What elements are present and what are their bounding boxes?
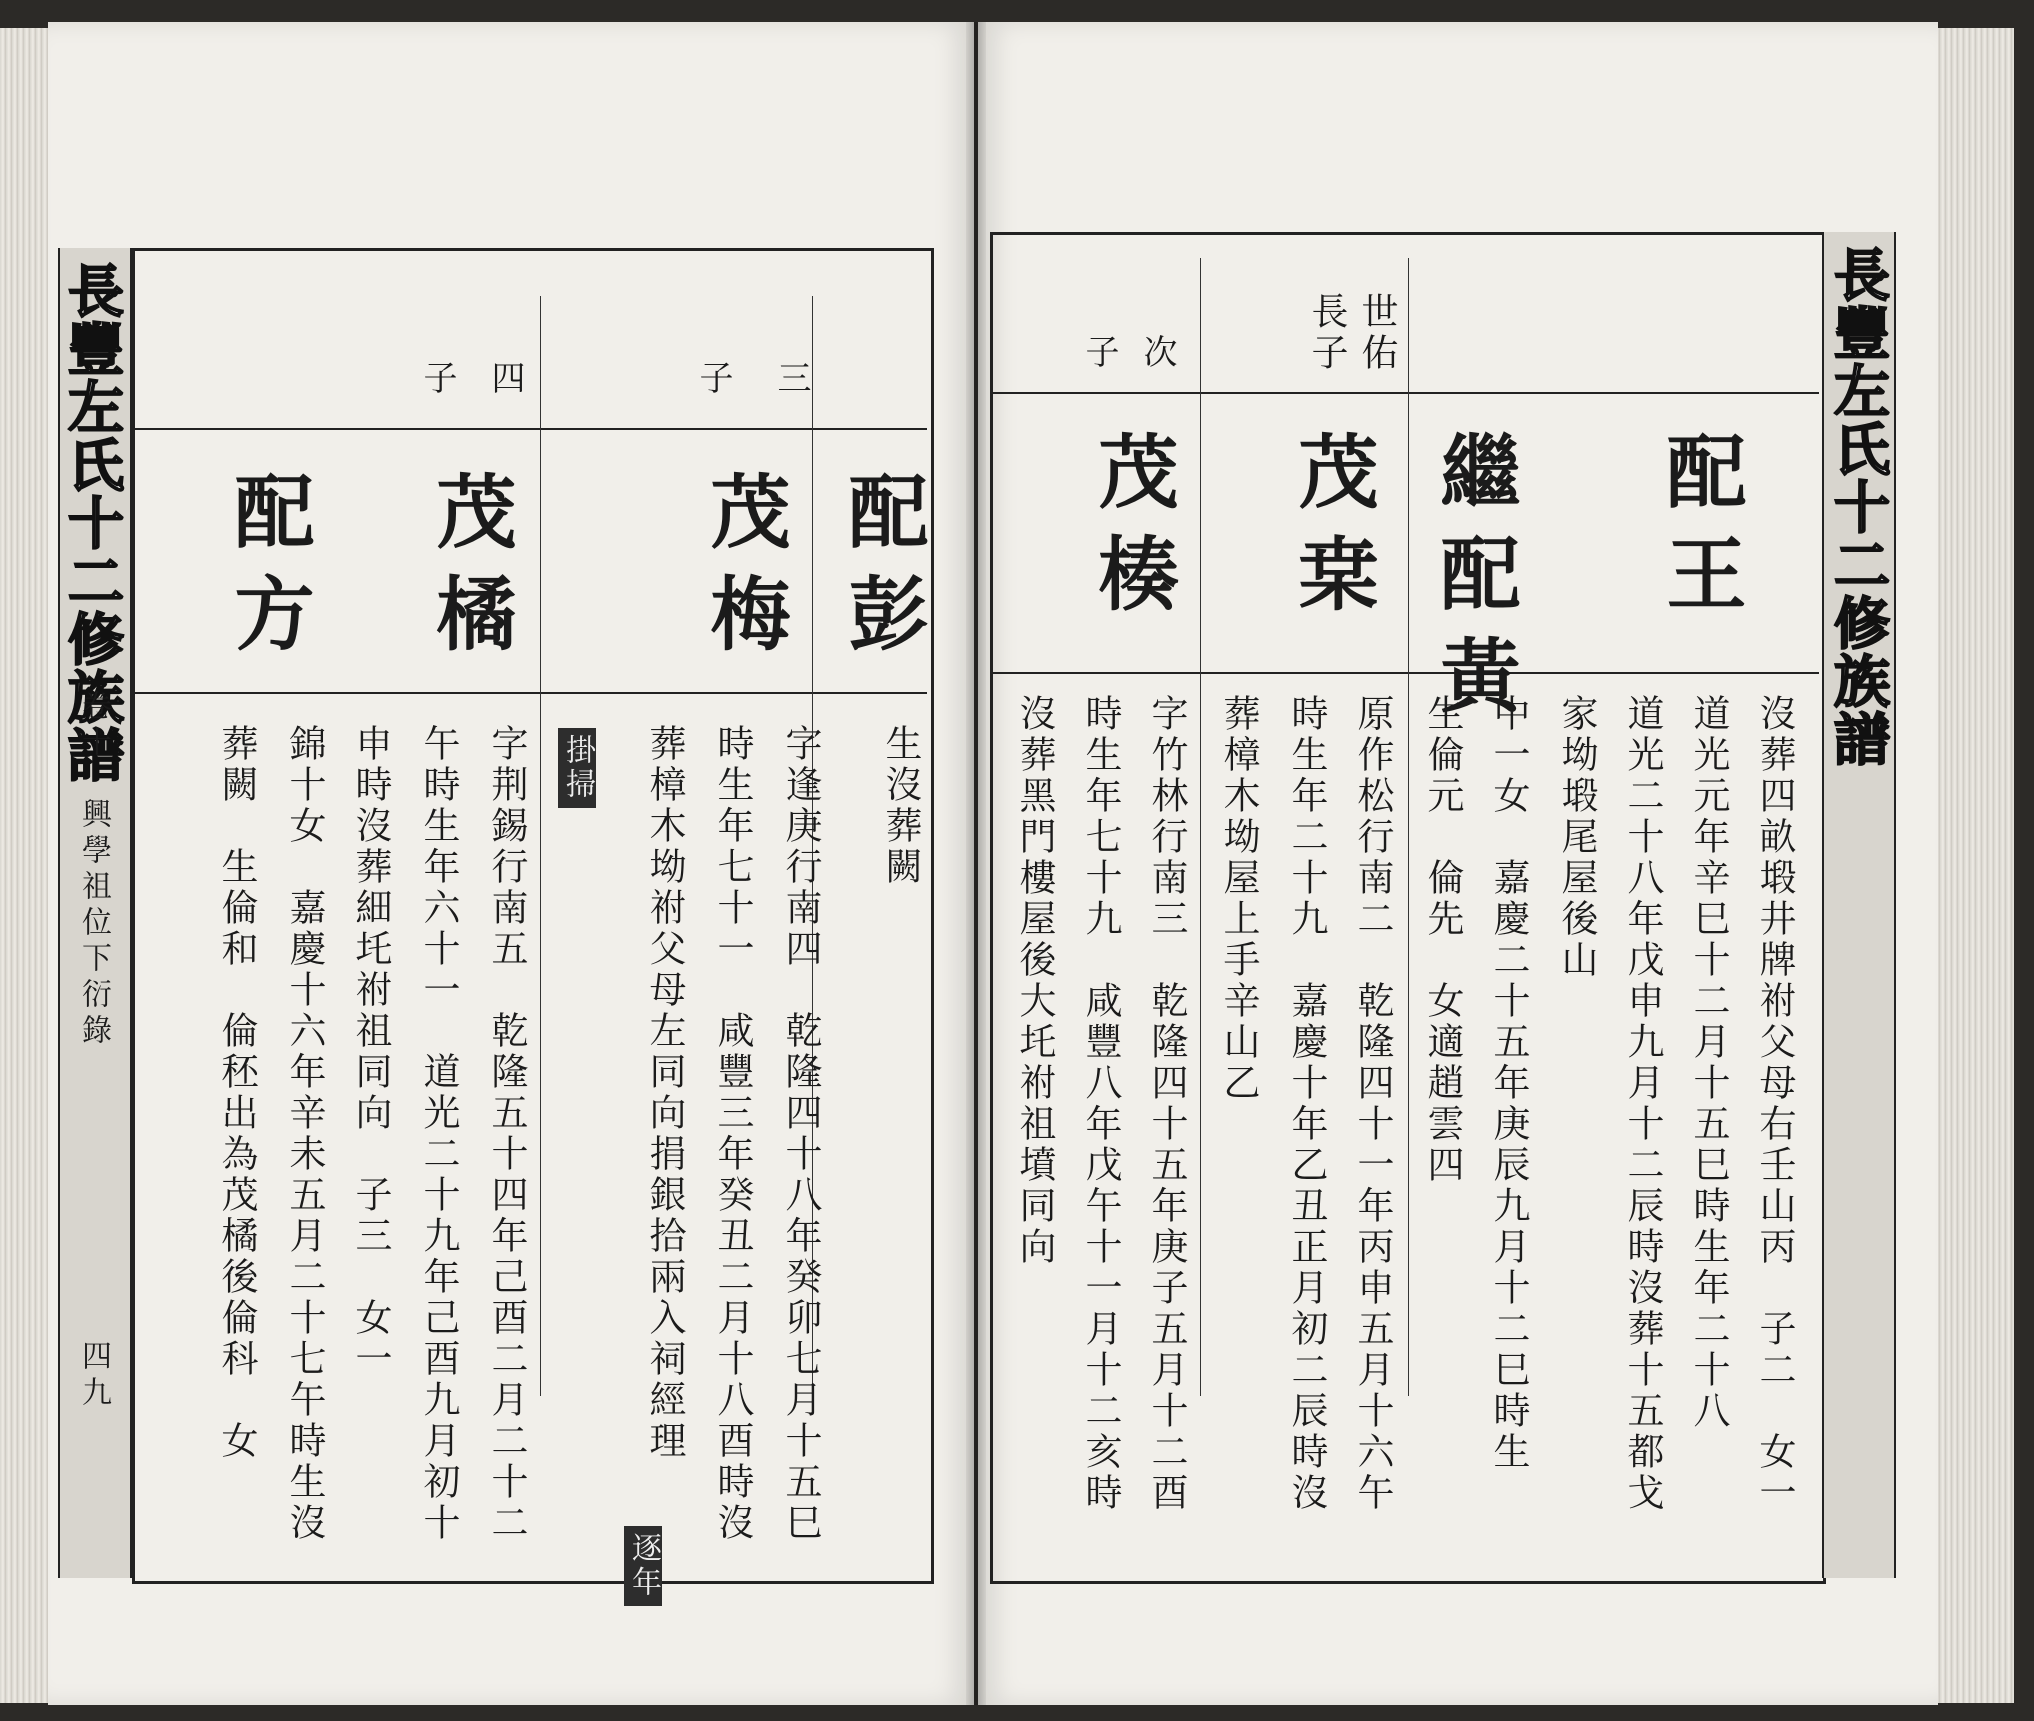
left-name-mao-ju: 茂橘 — [423, 470, 517, 674]
left-name-pei-fang: 配方 — [221, 470, 315, 674]
left-gen-zi: 子 — [417, 360, 457, 430]
right-gen-ci: 次 — [1137, 334, 1177, 404]
right-text-col-7: 原作松行南二 乾隆四十一年丙申五月十六午 — [1351, 694, 1394, 1514]
right-col-divider-2 — [1200, 258, 1201, 1396]
left-text-col-6: 午時生年六十一 道光二十九年己酉九月初十 — [417, 724, 460, 1544]
left-text-col-9: 葬闕 生倫和 倫秠出為茂橘後倫科 女 — [215, 724, 258, 1462]
left-text-col-3: 時生年七十一 咸豐三年癸丑二月十八酉時沒 — [711, 724, 754, 1544]
left-text-col-1: 生沒葬闕 — [879, 724, 922, 888]
left-seal-bottom: 逐年 — [624, 1526, 662, 1606]
left-text-col-8: 錦十女 嘉慶十六年辛未五月二十七午時生沒 — [283, 724, 326, 1544]
right-name-rule — [993, 672, 1819, 674]
right-text-col-4: 家坳塅尾屋後山 — [1555, 694, 1598, 981]
left-text-col-4: 葬樟木坳祔父母左同向捐銀拾兩入祠經理 — [643, 724, 686, 1462]
left-gen-san: 三 — [771, 360, 811, 430]
right-gen-zhangzi: 長子 — [1305, 292, 1348, 374]
right-gen-zi: 子 — [1079, 334, 1119, 404]
left-page-edge — [0, 28, 52, 1703]
right-text-col-1: 沒葬四畝塅井牌祔父母右壬山丙 子二 女一 — [1753, 694, 1796, 1514]
book-gutter — [966, 22, 986, 1705]
right-name-mao-zou: 茂楱 — [1085, 430, 1179, 634]
left-text-col-2: 字逢庚行南四 乾隆四十八年癸卯七月十五巳 — [779, 724, 822, 1544]
left-text-col-7: 申時沒葬細圫祔祖同向 子三 女一 — [349, 724, 392, 1380]
right-col-divider-1 — [1408, 258, 1409, 1396]
left-gen-si: 四 — [485, 360, 525, 430]
right-text-col-6: 生倫元 倫先 女適趙雲四 — [1421, 694, 1464, 1186]
right-name-pei-wang: 配王 — [1653, 430, 1747, 634]
right-text-col-5: 中一女 嘉慶二十五年庚辰九月十二巳時生 — [1487, 694, 1530, 1473]
left-col-divider-2 — [540, 296, 541, 1396]
left-side-title: 長豐左氏十二修族譜 — [59, 262, 125, 784]
right-text-col-10: 字竹林行南三 乾隆四十五年庚子五月十二酉 — [1145, 694, 1188, 1514]
left-page-number: 四九 — [76, 1340, 111, 1412]
right-gen-shiyou: 世佑 — [1355, 292, 1398, 374]
right-text-col-9: 葬樟木坳屋上手辛山乙 — [1217, 694, 1260, 1104]
left-footer: 卷十 興學祖位下衍錄 — [76, 690, 111, 1050]
right-text-col-8: 時生年二十九 嘉慶十年乙丑正月初二辰時沒 — [1285, 694, 1328, 1514]
left-name-rule — [135, 692, 927, 694]
right-text-col-12: 沒葬黑門樓屋後大圫祔祖墳同向 — [1013, 694, 1056, 1268]
left-text-col-5: 字荆錫行南五 乾隆五十四年己酉二月二十二 — [485, 724, 528, 1544]
right-side-title: 長豐左氏十二修族譜 — [1825, 246, 1891, 768]
right-text-col-3: 道光二十八年戊申九月十二辰時沒葬十五都戈 — [1621, 694, 1664, 1514]
right-text-col-11: 時生年七十九 咸豐八年戊午十一月十二亥時 — [1079, 694, 1122, 1514]
left-name-mao-mei: 茂梅 — [697, 470, 791, 674]
right-name-jipei-huang: 繼配黃 — [1427, 430, 1521, 736]
left-name-pei-peng: 配彭 — [835, 470, 929, 674]
right-page-edge — [1934, 28, 2014, 1703]
right-text-col-2: 道光元年辛巳十二月十五巳時生年二十八 — [1687, 694, 1730, 1432]
left-gen-zi2: 子 — [693, 360, 733, 430]
right-name-mao-ye: 茂枽 — [1285, 430, 1379, 634]
left-seal-top: 掛掃 — [558, 728, 596, 808]
